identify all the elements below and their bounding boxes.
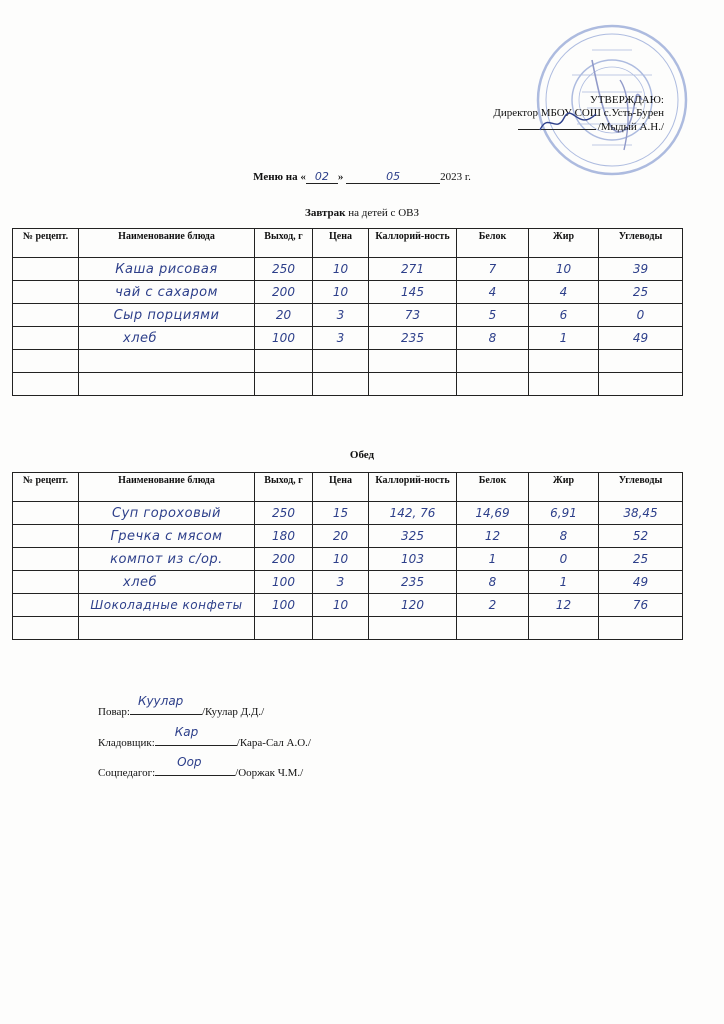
cell-kcal: 142, 76	[369, 502, 457, 525]
cell-carbs	[599, 373, 683, 396]
header-carbs: Углеводы	[599, 229, 683, 258]
cell-output	[255, 373, 313, 396]
table-row	[13, 617, 683, 640]
cell-kcal	[369, 350, 457, 373]
cell-name: Каша рисовая	[79, 258, 255, 281]
cell-num	[13, 373, 79, 396]
signature-storekeeper	[98, 725, 311, 749]
cell-fat	[529, 617, 599, 640]
cell-name	[79, 350, 255, 373]
table-row	[13, 373, 683, 396]
header-recipe-number: № рецепт.	[13, 229, 79, 258]
cell-carbs: 38,45	[599, 502, 683, 525]
table-row	[13, 571, 683, 594]
cell-kcal: 103	[369, 548, 457, 571]
table-header-row	[13, 473, 683, 502]
cell-price: 3	[313, 327, 369, 350]
cell-name: Сыр порциями	[79, 304, 255, 327]
cell-num	[13, 594, 79, 617]
lunch-table	[12, 472, 683, 640]
approval-director-name: /Мыдый А.Н./	[597, 121, 664, 133]
cell-name: Гречка с мясом	[79, 525, 255, 548]
cell-name	[79, 373, 255, 396]
table-row	[13, 525, 683, 548]
cell-fat	[529, 373, 599, 396]
cell-num	[13, 502, 79, 525]
cell-fat: 8	[529, 525, 599, 548]
signature-role: Повар:	[98, 706, 130, 718]
cell-price	[313, 373, 369, 396]
cell-protein: 2	[457, 594, 529, 617]
cell-fat: 4	[529, 281, 599, 304]
header-carbs: Углеводы	[599, 473, 683, 502]
cell-price: 3	[313, 304, 369, 327]
cell-output: 100	[255, 594, 313, 617]
cell-carbs	[599, 617, 683, 640]
header-fat: Жир	[529, 229, 599, 258]
cell-name: хлеб	[79, 571, 255, 594]
cell-output: 180	[255, 525, 313, 548]
menu-year: 2023 г.	[440, 171, 471, 183]
cell-output: 100	[255, 327, 313, 350]
cell-num	[13, 304, 79, 327]
cell-price: 10	[313, 281, 369, 304]
cell-name: компот из с/ор.	[79, 548, 255, 571]
cell-num	[13, 548, 79, 571]
table-row	[13, 548, 683, 571]
cell-fat: 12	[529, 594, 599, 617]
menu-date-title: Меню на « 02 » 05 2023 г.	[253, 170, 471, 183]
header-price: Цена	[313, 229, 369, 258]
table-row	[13, 502, 683, 525]
cell-num	[13, 258, 79, 281]
director-signature	[538, 110, 598, 136]
cell-num	[13, 525, 79, 548]
signature-name: /Ооржак Ч.М./	[235, 767, 304, 779]
cell-num	[13, 327, 79, 350]
breakfast-table	[12, 228, 683, 396]
cell-carbs: 52	[599, 525, 683, 548]
cell-num	[13, 617, 79, 640]
approval-director: Директор МБОУ СОШ с.Усть-Бурен	[493, 107, 664, 119]
cell-num	[13, 281, 79, 304]
cell-carbs	[599, 350, 683, 373]
cell-kcal: 235	[369, 571, 457, 594]
cell-output: 250	[255, 502, 313, 525]
table-row	[13, 258, 683, 281]
cell-price: 3	[313, 571, 369, 594]
approval-heading: УТВЕРЖДАЮ:	[590, 94, 664, 106]
cell-fat: 10	[529, 258, 599, 281]
cell-price: 20	[313, 525, 369, 548]
cell-fat: 6	[529, 304, 599, 327]
signature-role: Кладовщик:	[98, 737, 155, 749]
cell-num	[13, 571, 79, 594]
table-row	[13, 350, 683, 373]
lunch-title: Обед	[349, 449, 375, 461]
director-signature-line	[518, 120, 596, 130]
cell-carbs: 25	[599, 281, 683, 304]
cell-protein: 5	[457, 304, 529, 327]
cell-fat: 1	[529, 571, 599, 594]
cell-carbs: 49	[599, 571, 683, 594]
cell-output	[255, 617, 313, 640]
cell-price: 10	[313, 258, 369, 281]
cell-kcal: 235	[369, 327, 457, 350]
cell-output: 200	[255, 281, 313, 304]
header-protein: Белок	[457, 229, 529, 258]
cell-kcal	[369, 617, 457, 640]
header-output: Выход, г	[255, 473, 313, 502]
cell-output	[255, 350, 313, 373]
cell-output: 20	[255, 304, 313, 327]
table-row	[13, 304, 683, 327]
signature-line	[155, 755, 235, 776]
cell-price	[313, 350, 369, 373]
cell-kcal	[369, 373, 457, 396]
table-row	[13, 594, 683, 617]
cell-carbs: 0	[599, 304, 683, 327]
cell-name: чай с сахаром	[79, 281, 255, 304]
cell-kcal: 325	[369, 525, 457, 548]
header-dish-name: Наименование блюда	[79, 473, 255, 502]
cell-kcal: 120	[369, 594, 457, 617]
header-recipe-number: № рецепт.	[13, 473, 79, 502]
signature-cook	[98, 694, 265, 718]
cell-fat	[529, 350, 599, 373]
cell-protein: 14,69	[457, 502, 529, 525]
signature-role: Соцпедагог:	[98, 767, 156, 779]
cell-kcal: 145	[369, 281, 457, 304]
cell-protein: 8	[457, 327, 529, 350]
header-output: Выход, г	[255, 229, 313, 258]
cell-carbs: 49	[599, 327, 683, 350]
cell-carbs: 76	[599, 594, 683, 617]
header-fat: Жир	[529, 473, 599, 502]
cell-kcal: 73	[369, 304, 457, 327]
cell-protein: 8	[457, 571, 529, 594]
cell-carbs: 25	[599, 548, 683, 571]
signature-line	[155, 725, 237, 746]
cell-protein: 1	[457, 548, 529, 571]
cell-output: 200	[255, 548, 313, 571]
table-row	[13, 281, 683, 304]
cell-fat: 6,91	[529, 502, 599, 525]
signature-name: /Кара-Сал А.О./	[236, 737, 311, 749]
signature-social-pedagogue	[98, 755, 304, 779]
signature-handwriting: Кар	[174, 725, 199, 739]
cell-price: 15	[313, 502, 369, 525]
cell-name: Суп гороховый	[79, 502, 255, 525]
signature-handwriting: Куулар	[137, 694, 184, 708]
cell-protein	[457, 350, 529, 373]
cell-name: хлеб	[79, 327, 255, 350]
breakfast-title: Завтрак на детей с ОВЗ	[305, 207, 419, 219]
cell-carbs: 39	[599, 258, 683, 281]
cell-price: 10	[313, 548, 369, 571]
cell-fat: 1	[529, 327, 599, 350]
cell-output: 250	[255, 258, 313, 281]
approval-block	[493, 94, 664, 134]
cell-fat: 0	[529, 548, 599, 571]
cell-name: Шоколадные конфеты	[79, 594, 255, 617]
cell-num	[13, 350, 79, 373]
cell-output: 100	[255, 571, 313, 594]
signature-line	[130, 694, 202, 715]
cell-protein	[457, 617, 529, 640]
cell-protein: 4	[457, 281, 529, 304]
cell-protein	[457, 373, 529, 396]
menu-month: 05	[346, 170, 440, 184]
header-protein: Белок	[457, 473, 529, 502]
cell-protein: 12	[457, 525, 529, 548]
header-dish-name: Наименование блюда	[79, 229, 255, 258]
header-price: Цена	[313, 473, 369, 502]
cell-price	[313, 617, 369, 640]
menu-day: 02	[306, 170, 338, 184]
cell-kcal: 271	[369, 258, 457, 281]
header-calories: Каллорий-ность	[369, 229, 457, 258]
signature-handwriting: Оор	[177, 755, 202, 769]
cell-name	[79, 617, 255, 640]
table-row	[13, 327, 683, 350]
table-header-row	[13, 229, 683, 258]
cell-price: 10	[313, 594, 369, 617]
signature-name: /Куулар Д.Д./	[201, 706, 265, 718]
header-calories: Каллорий-ность	[369, 473, 457, 502]
cell-protein: 7	[457, 258, 529, 281]
